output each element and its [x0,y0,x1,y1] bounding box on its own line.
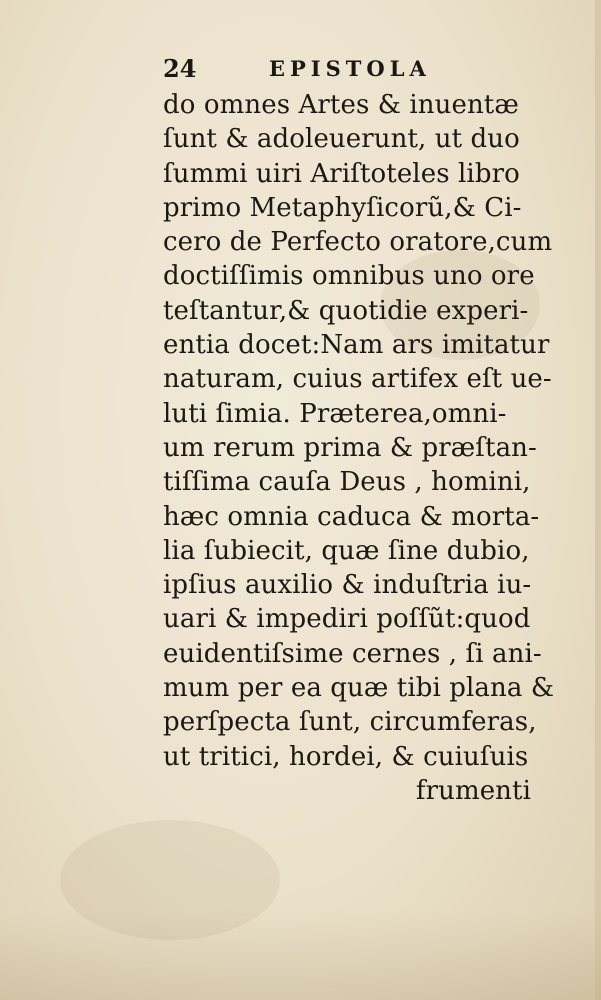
text-line: doctiſſimis omnibus uno ore [163,261,535,292]
text-line: teſtantur,& quotidie experi- [163,295,529,326]
text-line: ut tritici, hordei, & cuiuſuis [163,741,529,772]
text-line: uari & impediri poſſũt:quod [163,604,531,635]
text-line: ſummi uiri Ariſtoteles libro [163,158,520,189]
text-line: do omnes Artes & inuentæ [163,90,519,120]
text-line: primo Metaphyſicorũ,& Ci- [163,192,522,223]
page-header [163,52,443,86]
text-line: cero de Perfecto oratore,cum [163,227,553,258]
text-line: ipſius auxilio & induſtria iu- [163,570,532,601]
text-line: perſpecta ſunt, circumferas, [163,707,537,738]
text-line: mum per ea quæ tibi plana & [163,673,555,704]
catchword: frumenti [415,775,531,806]
text-line: euidentiſsime cernes , ſi ani- [163,638,542,669]
body-text [163,88,555,808]
text-line: um rerum prima & præſtan- [163,432,537,463]
text-line: naturam, cuius artifex eſt ue- [163,364,552,395]
paper-stain [60,820,280,940]
text-line: tiſſima cauſa Deus , homini, [163,467,531,498]
text-line: ſunt & adoleuerunt, ut duo [163,124,520,155]
page-number: 24 [163,54,197,83]
running-head: EPISTOLA [269,56,431,81]
text-line: luti ſimia. Præterea,omni- [163,398,507,429]
text-line: lia ſubiecit, quæ ſine dubio, [163,535,530,566]
text-line: hæc omnia caduca & morta- [163,501,540,532]
text-line: entia docet:Nam ars imitatur [163,330,550,361]
